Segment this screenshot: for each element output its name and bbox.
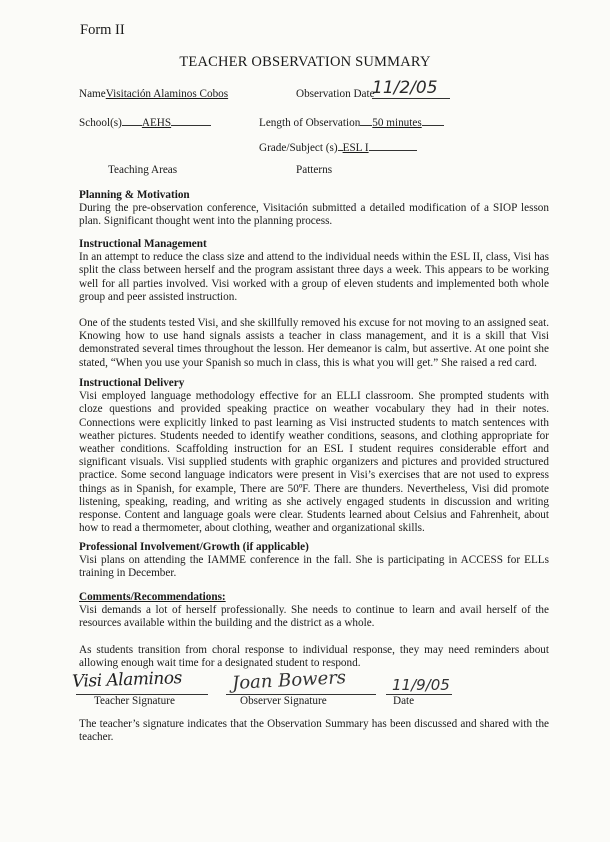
section-paragraph: Visi employed language methodology effective for an ELLI classroom. She prompted students with cloze questions and provided speaking practice on weather vocabulary they had in their notes. Connections were explicitly linked to past learning as Visi instructed students to match sentences with weather pictures. Students needed to identify weather conditions, seasons, and clothing appropriate for weather conditions. Scaffolding instruction for an ESL I student requires considerable effort and significant visuals. Visi supplied students with graphic organizers and pictures and provided structured practice. Some second language indicators were present in Visi’s exercises that are not used to express things as in Spanish, for example, There are 50ºF. There are thunders. Nevertheless, Visi did promote listening, speaking, reading, and writing as she actively engaged students in discussion and writing response. Content and language goals were clear. Students learned about Celsius and Fahrenheit, about how to read a thermometer, about clothing, weather and organizational skills. [79,390,549,535]
section-professional-growth [79,541,549,581]
section-paragraph: As students transition from choral response to individual response, they may need reminders about allowing enough wait time for a designated student to respond. [79,643,549,669]
section-heading: Instructional Management [79,238,207,250]
schools-field [79,114,211,129]
section-paragraph: During the pre-observation conference, Visitación submitted a detailed modification of a SIOP lesson plan. Significant thought went into the planning process. [79,202,549,228]
section-planning-motivation [79,189,549,229]
section-instructional-management [79,238,549,370]
section-heading: Comments/Recommendations: [79,591,226,603]
schools-label: School(s) [79,117,122,129]
section-paragraph: Visi plans on attending the IAMME conference in the fall. She is participating in ACCESS for ELLs training in December. [79,554,549,580]
section-heading: Instructional Delivery [79,377,185,389]
signature-date-value: 11/9/05 [392,676,450,694]
teaching-areas-heading: Teaching Areas [108,164,178,176]
section-heading: Planning & Motivation [79,189,190,201]
section-paragraph: In an attempt to reduce the class size and attend to the individual needs within the ESL II, class, Visi has split the class between herself and the program assistant three days a week. This appears to be working well for all parties involved. Visi worked with a group of eleven students and implemented both whole group and peer assisted instruction. [79,251,549,303]
observer-signature: Joan Bowers [231,667,347,694]
section-comments-recommendations [79,591,549,670]
form-id: Form II [80,22,125,38]
name-label: Name [79,88,106,100]
teacher-signature: Visi Alaminos [71,668,183,692]
name-value: Visitación Alaminos Cobos [105,88,229,100]
grade-subject-label: Grade/Subject (s) [259,142,338,154]
observer-signature-label: Observer Signature [240,695,327,707]
grade-subject-value: ESL I [342,142,369,154]
page-title: TEACHER OBSERVATION SUMMARY [179,54,431,70]
schools-value: AEHS [141,117,172,129]
grade-subject-field [259,139,417,154]
name-field [79,88,228,100]
section-paragraph: One of the students tested Visi, and she skillfully removed his excuse for not moving to an assigned seat. Knowing how to use hand signals assists a teacher in class management, and it is a skill that Visi demonstrated several times throughout the lesson. Her demeanor is calm, but assertive. At one point she stated, “When you use your Spanish so much in class, this is what you will get.” She raised a red card. [79,317,549,369]
length-field [259,114,444,129]
section-heading: Professional Involvement/Growth (if applicable) [79,541,309,553]
observation-date-value: 11/2/05 [372,78,450,99]
footer-note: The teacher’s signature indicates that the Observation Summary has been discussed and shared with the teacher. [79,718,549,744]
patterns-heading: Patterns [296,164,333,176]
length-label: Length of Observation [259,117,361,129]
teacher-signature-label: Teacher Signature [94,695,175,707]
section-instructional-delivery [79,377,549,535]
date-label: Date [393,695,415,707]
section-paragraph: Visi demands a lot of herself professionally. She needs to continue to learn and avail herself of the resources available within the building and the district as a whole. [79,604,549,630]
length-value: 50 minutes [372,117,422,129]
observation-date-label: Observation Date [296,88,375,100]
